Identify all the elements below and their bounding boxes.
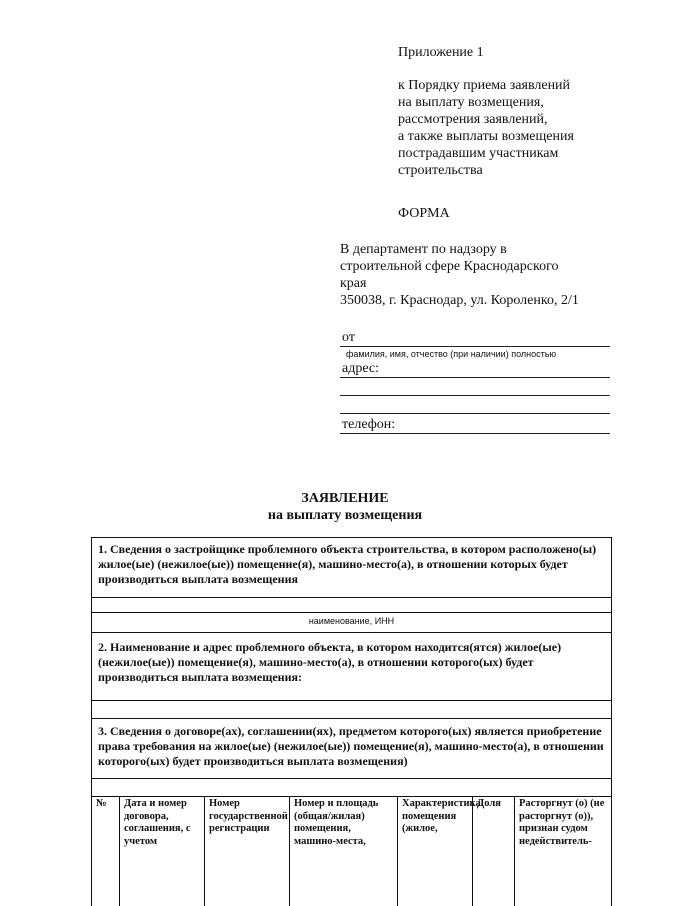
appendix-title: Приложение 1: [398, 45, 484, 60]
section-2-input-line[interactable]: [92, 700, 611, 701]
title-main: ЗАЯВЛЕНИЕ: [301, 491, 389, 506]
appendix-block: [398, 44, 628, 179]
name-field-line[interactable]: [340, 346, 610, 347]
appendix-line: а также выплаты возмещения: [398, 129, 574, 144]
section-1-hint: наименование, ИНН: [308, 616, 395, 626]
title-sub: на выплату возмещения: [267, 508, 423, 523]
section-1-input-line[interactable]: [92, 612, 611, 613]
address-field-line-2[interactable]: [340, 395, 610, 396]
appendix-line: пострадавшим участникам: [398, 146, 559, 161]
address-field-line-3[interactable]: [340, 413, 610, 414]
section-3-heading: 3. Сведения о договоре(ах), соглашении(ях), предметом которого(ых) является приобретение права требования на жилое(ые) (нежилое(ые)) помещение(я), машино-место(а), в отношении которого(ых) будет производиться выплата возмещения): [98, 724, 604, 768]
section-2-heading: 2. Наименование и адрес проблемного объекта, в котором находится(ятся) жилое(ые) (нежилое(ые)) помещение(я), машино-место(а), в отношении которого(ых) будет производиться выплата возмещения:: [98, 640, 562, 684]
divider: [92, 718, 611, 719]
section-1-heading: 1. Сведения о застройщике проблемного объекта строительства, в котором расположено(ы) жилое(ые) (нежилое(ые)) помещение(я), машино-место(а), в отношении которых будет производиться выплата возмещения: [98, 542, 597, 586]
address-field-line-1[interactable]: [340, 377, 610, 378]
table-header-area: Номер и площадь (общая/жилая) помещения, машино-места,: [289, 796, 397, 906]
section-3-input-line[interactable]: [92, 778, 611, 779]
form-label: ФОРМА: [398, 206, 450, 221]
table-header-number: №: [96, 798, 107, 809]
from-label: от: [342, 330, 355, 345]
application-form: [91, 537, 612, 906]
table-header-contract: Дата и номер договора, соглашения, с учетом: [119, 796, 204, 906]
appendix-line: рассмотрения заявлений,: [398, 112, 548, 127]
addressee-line: В департамент по надзору в: [340, 242, 507, 257]
appendix-line: на выплату возмещения,: [398, 95, 544, 110]
table-header-registration: Номер государственной регистрации: [204, 796, 289, 906]
name-hint: фамилия, имя, отчество (при наличии) полностью: [346, 349, 557, 359]
table-header-type: Характеристика помещения (жилое,: [397, 796, 472, 906]
phone-label: телефон:: [342, 417, 396, 432]
appendix-line: строительства: [398, 163, 483, 178]
table-header-status: Расторгнут (о) (не расторгнут (о)), признан судом недействитель-: [514, 796, 611, 906]
contracts-table: [92, 796, 611, 906]
divider: [92, 632, 611, 633]
table-header-share: Доля: [472, 796, 514, 906]
addressee-line: края: [340, 276, 367, 291]
addressee-line: строительной сфере Краснодарского: [340, 259, 559, 274]
addressee-line: 350038, г. Краснодар, ул. Короленко, 2/1: [340, 293, 579, 308]
appendix-line: к Порядку приема заявлений: [398, 78, 571, 93]
phone-field-line[interactable]: [340, 433, 610, 434]
addressee-block: [340, 241, 620, 309]
address-label: адрес:: [342, 361, 380, 376]
document-title: [0, 490, 690, 524]
divider: [92, 597, 611, 598]
